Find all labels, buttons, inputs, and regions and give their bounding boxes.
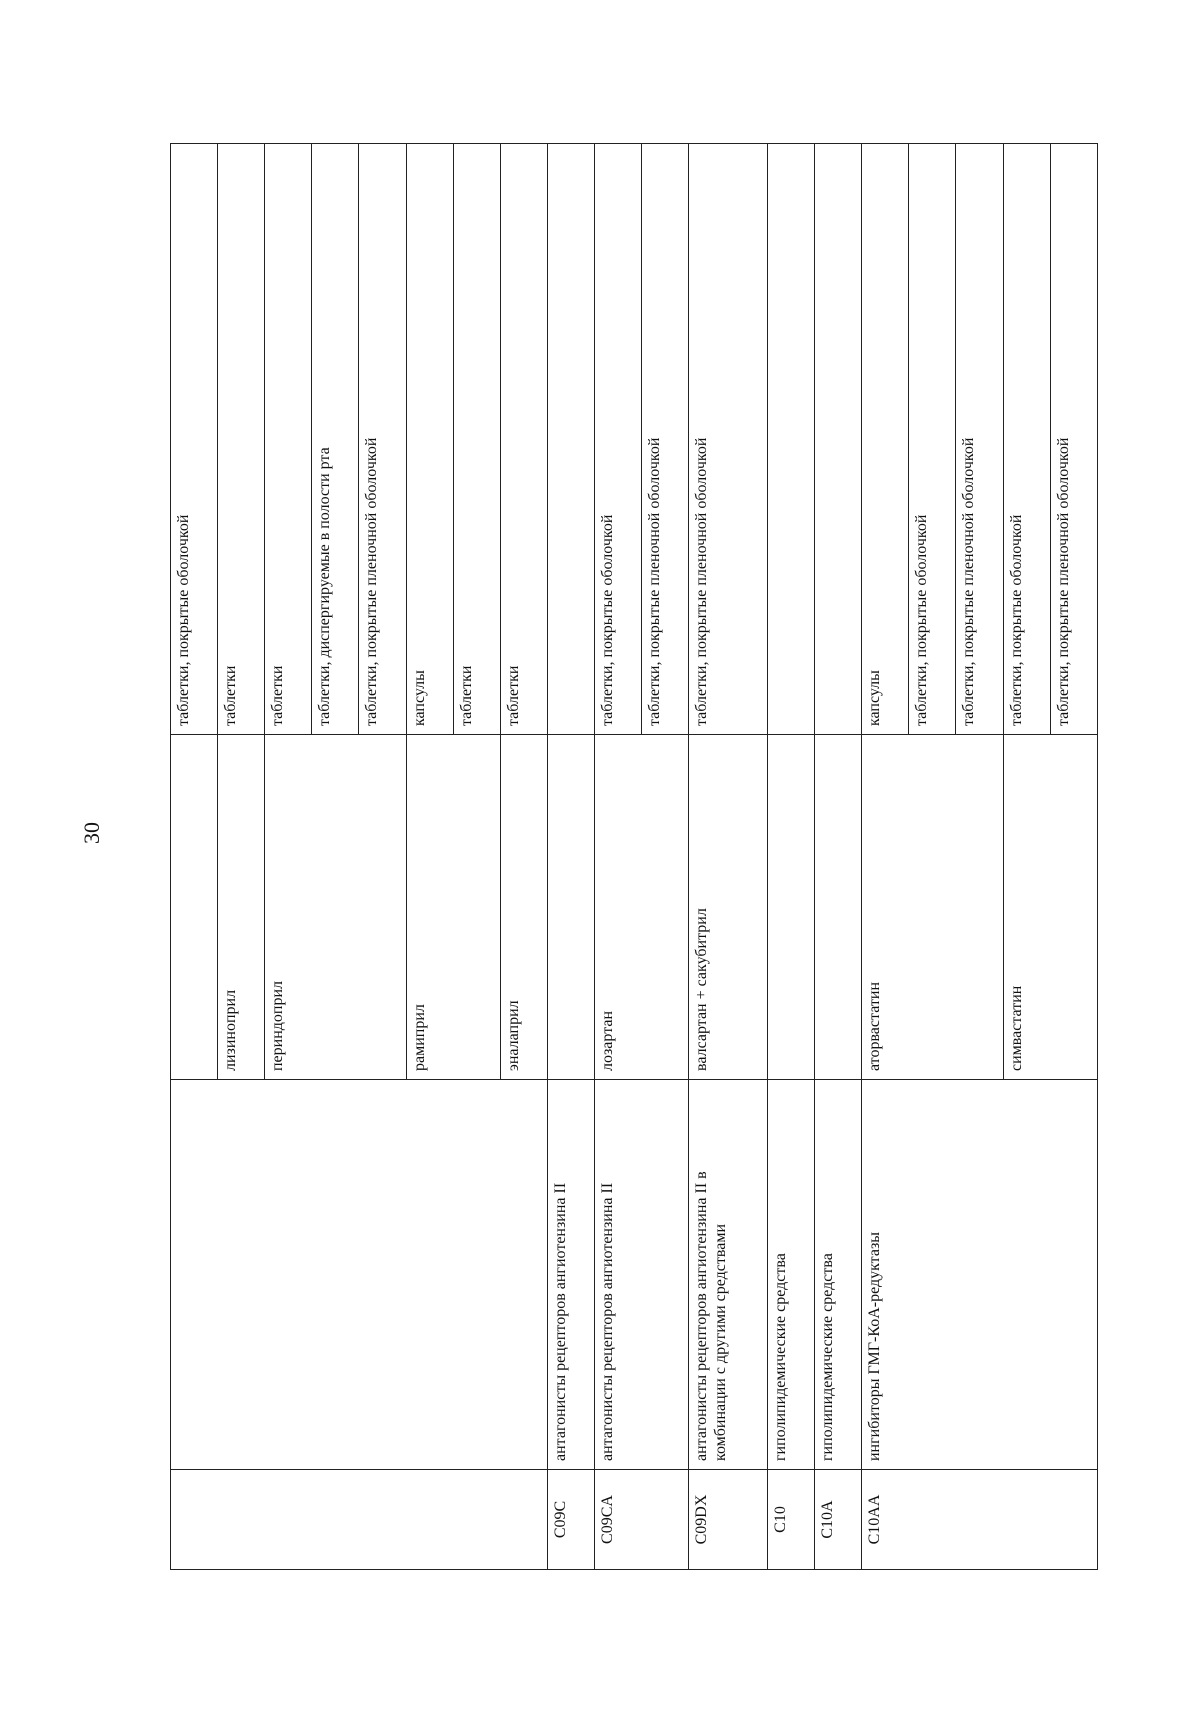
drug-cell: лозартан xyxy=(594,735,688,1080)
drug-cell xyxy=(171,735,218,1080)
form-cell: таблетки, диспергируемые в полости рта xyxy=(312,144,359,735)
form-cell: таблетки xyxy=(453,144,500,735)
form-cell: таблетки xyxy=(218,144,265,735)
form-cell: таблетки xyxy=(500,144,547,735)
drug-cell: рамиприл xyxy=(406,735,500,1080)
group-cell: антагонисты рецепторов ангиотензина II xyxy=(547,1080,594,1470)
table-row xyxy=(689,144,768,1570)
form-cell: капсулы xyxy=(862,144,909,735)
table-row xyxy=(171,144,218,1570)
form-cell: таблетки xyxy=(265,144,312,735)
drug-cell xyxy=(547,735,594,1080)
group-cell xyxy=(171,1080,548,1470)
form-cell: таблетки, покрытые пленочной оболочкой xyxy=(956,144,1003,735)
drug-cell xyxy=(767,735,814,1080)
table-row xyxy=(547,144,594,1570)
form-cell: таблетки, покрытые пленочной оболочкой xyxy=(359,144,406,735)
group-cell: гиполипидемические средства xyxy=(767,1080,814,1470)
drug-cell: аторвастатин xyxy=(862,735,1003,1080)
form-cell: таблетки, покрытые пленочной оболочкой xyxy=(642,144,689,735)
code-cell: C09C xyxy=(547,1470,594,1570)
code-cell: C10AA xyxy=(862,1470,1098,1570)
drug-cell: лизиноприл xyxy=(218,735,265,1080)
group-cell: ингибиторы ГМГ-КоА-редуктазы xyxy=(862,1080,1098,1470)
drug-cell: периндоприл xyxy=(265,735,406,1080)
code-cell: C09DX xyxy=(689,1470,768,1570)
drug-cell: валсартан + сакубитрил xyxy=(689,735,768,1080)
form-cell: таблетки, покрытые пленочной оболочкой xyxy=(1050,144,1097,735)
table-row xyxy=(594,144,641,1570)
code-cell: C10 xyxy=(767,1470,814,1570)
form-cell xyxy=(547,144,594,735)
drug-cell: симвастатин xyxy=(1003,735,1098,1080)
form-cell xyxy=(815,144,862,735)
form-cell: капсулы xyxy=(406,144,453,735)
page-number: 30 xyxy=(79,822,104,844)
table-row xyxy=(862,144,909,1570)
form-cell xyxy=(767,144,814,735)
form-cell: таблетки, покрытые оболочкой xyxy=(171,144,218,735)
code-cell: C09CA xyxy=(594,1470,688,1570)
form-cell: таблетки, покрытые оболочкой xyxy=(594,144,641,735)
form-cell: таблетки, покрытые оболочкой xyxy=(909,144,956,735)
group-cell: гиполипидемические средства xyxy=(815,1080,862,1470)
drug-cell: эналаприл xyxy=(500,735,547,1080)
form-cell: таблетки, покрытые оболочкой xyxy=(1003,144,1050,735)
form-cell: таблетки, покрытые пленочной оболочкой xyxy=(689,144,768,735)
table-row xyxy=(767,144,814,1570)
code-cell: C10A xyxy=(815,1470,862,1570)
drug-table xyxy=(170,143,1098,1570)
table-row xyxy=(815,144,862,1570)
group-cell: антагонисты рецепторов ангиотензина II в комбинации с другими средствами xyxy=(689,1080,768,1470)
group-cell: антагонисты рецепторов ангиотензина II xyxy=(594,1080,688,1470)
drug-table-container xyxy=(170,437,1098,1570)
drug-cell xyxy=(815,735,862,1080)
code-cell xyxy=(171,1470,548,1570)
